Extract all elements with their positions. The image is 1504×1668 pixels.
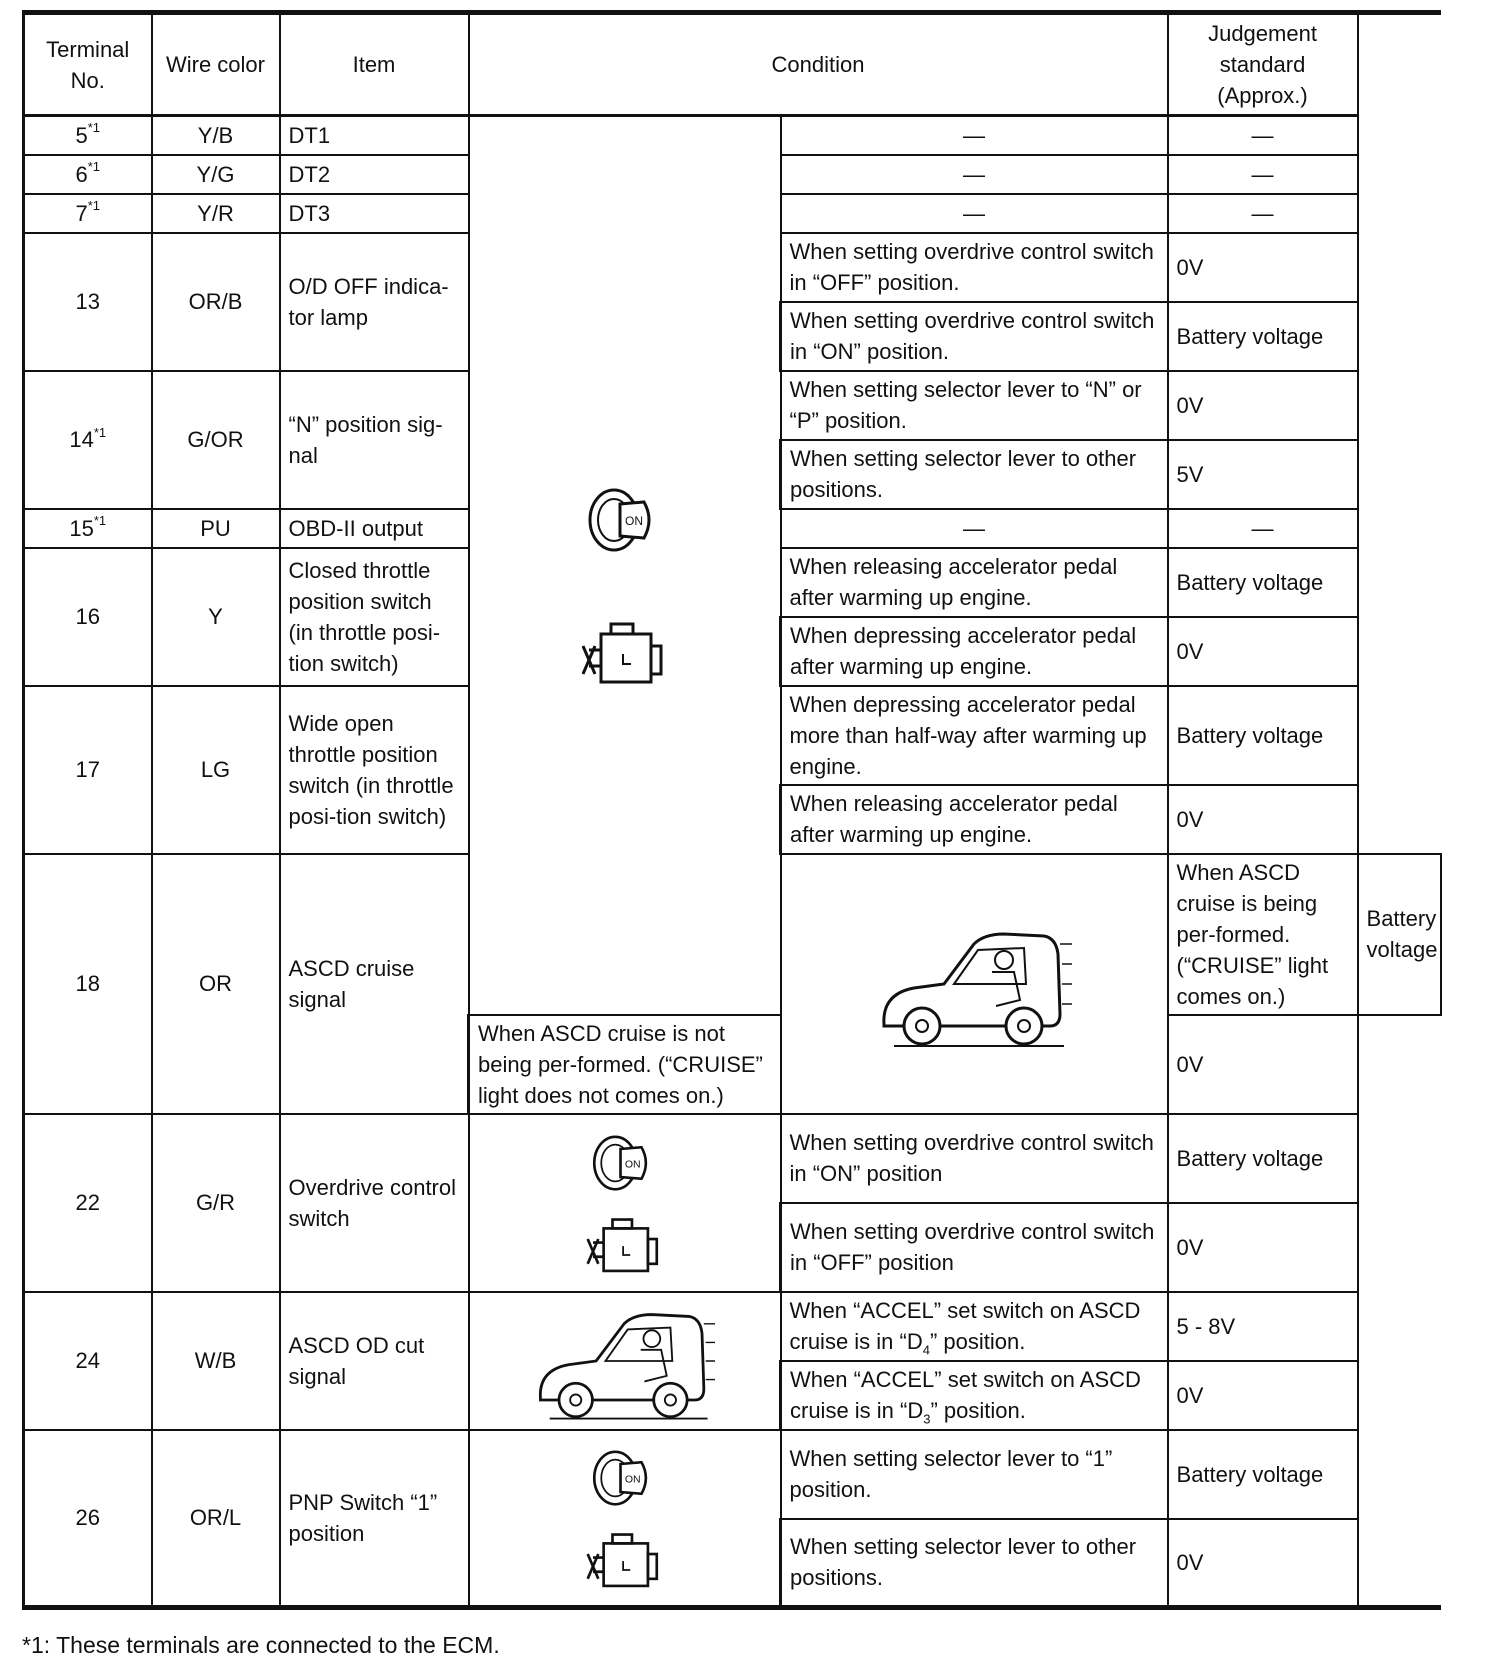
judgement-value: 0V [1168,617,1358,686]
wire-color: W/B [152,1292,280,1430]
judgement-value: — [1168,116,1358,155]
header-condition: Condition [469,13,1168,116]
condition-icon-cell [781,854,1168,1114]
table-row [24,1292,1442,1361]
terminal-no: 24 [24,1292,152,1430]
judgement-value: 0V [1168,1519,1358,1608]
terminal-no: 14$^{*1}$ [24,371,152,509]
item: DT2 [280,155,469,194]
table-header-row [24,13,1442,116]
condition-icon-cell [469,116,781,1015]
car-driving-icon [524,1296,724,1426]
condition-text: — [781,194,1168,233]
terminal-no: 5$^{*1}$ [24,116,152,155]
ignition-key-on-icon [584,1128,664,1198]
terminal-no: 18 [24,854,152,1114]
item: DT3 [280,194,469,233]
condition-text: When setting selector lever to “N” or “P” position. [781,371,1168,440]
wire-color: OR/L [152,1430,280,1608]
item: O/D OFF indica-tor lamp [280,233,469,371]
engine-running-icon [579,1531,669,1593]
item: Wide open throttle position switch (in throttle posi-tion switch) [280,686,469,854]
terminal-no: 7$^{*1}$ [24,194,152,233]
footnote: *1: These terminals are connected to the ECM. [22,1632,500,1658]
wire-color: Y/G [152,155,280,194]
condition-text: When setting overdrive control switch in “OFF” position. [781,233,1168,302]
judgement-value: Battery voltage [1168,1114,1358,1203]
judgement-value: Battery voltage [1168,1430,1358,1519]
table-row [24,1114,1442,1203]
terminal-table-wrapper [22,10,1442,1610]
car-driving-icon [874,914,1074,1054]
header-wire-color: Wire color [152,13,280,116]
header-item: Item [280,13,469,116]
engine-running-icon [579,1216,669,1278]
item: Closed throttle position switch (in throttle posi-tion switch) [280,548,469,686]
judgement-value: 0V [1168,785,1358,854]
judgement-value: 5V [1168,440,1358,509]
condition-text: — [781,116,1168,155]
wire-color: LG [152,686,280,854]
judgement-value: Battery voltage [1168,302,1358,371]
judgement-value: Battery voltage [1358,854,1441,1015]
condition-text: When “ACCEL” set switch on ASCD cruise is in “$D_3$” position. [781,1361,1168,1430]
condition-text: — [781,509,1168,548]
judgement-value: 0V [1168,1015,1358,1114]
svg-text:ON: ON [625,514,644,529]
condition-text: When setting selector lever to other positions. [781,440,1168,509]
header-terminal: Terminal No. [24,13,152,116]
item: OBD-II output [280,509,469,548]
wire-color: OR [152,854,280,1114]
item: Overdrive control switch [280,1114,469,1292]
judgement-value: 0V [1168,371,1358,440]
judgement-value: Battery voltage [1168,548,1358,617]
condition-icon-cell [469,1114,781,1292]
header-judgement: Judgement standard (Approx.) [1168,13,1358,116]
terminal-no: 22 [24,1114,152,1292]
condition-text: When “ACCEL” set switch on ASCD cruise is in “$D_4$” position. [781,1292,1168,1361]
judgement-value: — [1168,509,1358,548]
condition-icon-cell [469,1430,781,1608]
engine-running-icon [579,620,669,690]
terminal-spec-table [22,10,1442,1610]
terminal-no: 6$^{*1}$ [24,155,152,194]
judgement-value: — [1168,194,1358,233]
judgement-value: 5 - 8V [1168,1292,1358,1361]
terminal-no: 26 [24,1430,152,1608]
terminal-no: 16 [24,548,152,686]
condition-text: When depressing accelerator pedal after warming up engine. [781,617,1168,686]
wire-color: Y/B [152,116,280,155]
condition-text: — [781,155,1168,194]
terminal-no: 13 [24,233,152,371]
condition-icon-cell [469,1292,781,1430]
item: ASCD OD cut signal [280,1292,469,1430]
judgement-value: Battery voltage [1168,686,1358,785]
condition-text: When ASCD cruise is being per-formed. (“CRUISE” light comes on.) [1168,854,1358,1015]
wire-color: G/R [152,1114,280,1292]
condition-text: When setting selector lever to other positions. [781,1519,1168,1608]
judgement-value: 0V [1168,1361,1358,1430]
svg-text:ON: ON [625,1473,641,1486]
condition-text: When setting overdrive control switch in “OFF” position [781,1203,1168,1292]
ignition-key-on-icon [584,1443,664,1513]
condition-text: When releasing accelerator pedal after warming up engine. [781,548,1168,617]
terminal-no: 15$^{*1}$ [24,509,152,548]
condition-text: When depressing accelerator pedal more than half-way after warming up engine. [781,686,1168,785]
terminal-no: 17 [24,686,152,854]
condition-text: When ASCD cruise is not being per-formed. (“CRUISE” light does not comes on.) [469,1015,781,1114]
wire-color: Y [152,548,280,686]
wire-color: Y/R [152,194,280,233]
condition-text: When setting selector lever to “1” position. [781,1430,1168,1519]
condition-text: When releasing accelerator pedal after warming up engine. [781,785,1168,854]
table-row [24,116,1442,155]
condition-text: When setting overdrive control switch in “ON” position [781,1114,1168,1203]
table-row [24,1430,1442,1519]
judgement-value: — [1168,155,1358,194]
item: PNP Switch “1” position [280,1430,469,1608]
judgement-value: 0V [1168,233,1358,302]
ignition-key-on-icon [584,480,664,560]
judgement-value: 0V [1168,1203,1358,1292]
wire-color: PU [152,509,280,548]
svg-text:ON: ON [625,1157,641,1170]
item: “N” position sig-nal [280,371,469,509]
wire-color: G/OR [152,371,280,509]
wire-color: OR/B [152,233,280,371]
condition-text: When setting overdrive control switch in “ON” position. [781,302,1168,371]
item: ASCD cruise signal [280,854,469,1114]
item: DT1 [280,116,469,155]
